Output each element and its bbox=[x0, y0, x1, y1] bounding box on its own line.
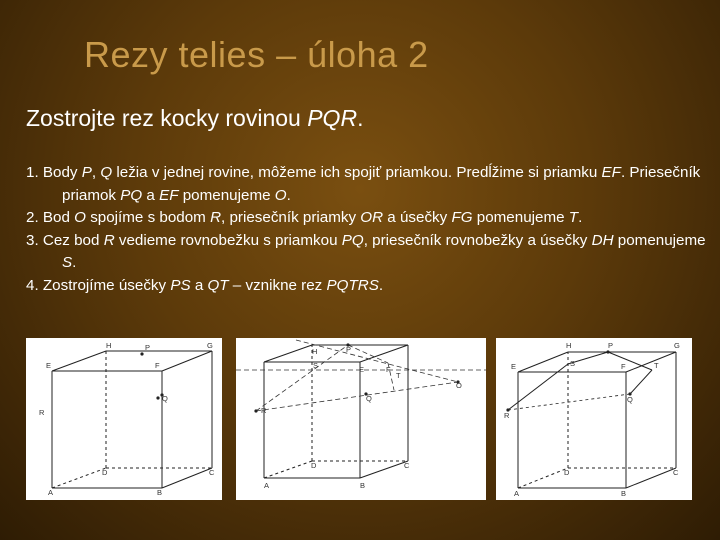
step-term: EF bbox=[159, 186, 179, 204]
figure-3-label-q: Q bbox=[627, 395, 633, 404]
figure-2-label-c: C bbox=[404, 461, 410, 470]
step-term: EF bbox=[601, 164, 621, 181]
step-text: , bbox=[91, 164, 101, 181]
figure-3-cube bbox=[496, 338, 692, 500]
step-text: . bbox=[286, 186, 291, 204]
step-term: PQTRS bbox=[326, 276, 379, 294]
step-text: a bbox=[190, 276, 208, 294]
slide-title: Rezy telies – úloha 2 bbox=[84, 34, 429, 75]
step-text: . bbox=[378, 276, 384, 294]
figure-1-point-p bbox=[140, 352, 143, 355]
figure-2-drawing bbox=[236, 338, 486, 500]
figure-1-label-p: P bbox=[145, 343, 151, 352]
figure-2-label-o: O bbox=[456, 381, 462, 390]
figure-2-label-t: T bbox=[396, 371, 401, 380]
step-1 bbox=[26, 162, 706, 207]
step-text: spojíme s bodom bbox=[85, 209, 211, 226]
figure-1-point-q bbox=[156, 396, 159, 399]
step-term: PQ bbox=[341, 231, 364, 249]
figure-2-label-d: D bbox=[311, 461, 317, 470]
step-term: Q bbox=[100, 164, 113, 181]
figure-2-label-b: B bbox=[360, 481, 366, 490]
step-text: . Priesečník priamok bbox=[62, 164, 701, 204]
figure-3-label-t: T bbox=[654, 361, 659, 370]
figure-3-label-r: R bbox=[504, 411, 510, 420]
figure-2-point-r bbox=[254, 409, 257, 412]
step-text: vedieme rovnobežku s priamkou bbox=[114, 231, 342, 249]
step-text: pomenujeme bbox=[178, 186, 275, 204]
step-term: DH bbox=[591, 231, 614, 249]
task-end: . bbox=[357, 105, 364, 131]
figure-1-edges bbox=[52, 351, 212, 488]
figure-1-cube bbox=[26, 338, 222, 500]
figure-1-label-r: R bbox=[39, 408, 45, 417]
task-statement bbox=[26, 105, 363, 132]
figure-3-label-e: E bbox=[511, 362, 517, 371]
figure-2-label-f: F bbox=[386, 365, 391, 374]
figure-1-label-b: B bbox=[157, 488, 163, 497]
step-text: – vznikne rez bbox=[228, 276, 327, 294]
step-text: 4. Zostrojíme úsečky bbox=[26, 276, 171, 294]
figure-3-label-f: F bbox=[621, 362, 626, 371]
step-term: O bbox=[74, 209, 86, 226]
step-4 bbox=[26, 275, 706, 298]
figure-2-label-e: E bbox=[359, 365, 365, 374]
figure-3-label-s: S bbox=[570, 359, 576, 368]
figure-3-drawing bbox=[496, 338, 692, 500]
step-text: 2. Bod bbox=[26, 209, 75, 226]
figure-1-label-f: F bbox=[155, 361, 160, 370]
figure-3-label-p: P bbox=[608, 341, 614, 350]
figure-2-label-h: H bbox=[312, 347, 318, 356]
figure-1-label-e: E bbox=[46, 361, 52, 370]
step-text: , priesečník rovnobežky a úsečky bbox=[363, 231, 592, 249]
figure-3-label-a: A bbox=[514, 489, 520, 498]
step-term: R bbox=[210, 209, 222, 226]
step-term: PQ bbox=[120, 186, 143, 204]
figure-1-label-q: Q bbox=[162, 394, 168, 403]
figure-3-label-b: B bbox=[621, 489, 627, 498]
figure-1-label-h: H bbox=[106, 341, 112, 350]
step-2 bbox=[26, 207, 706, 230]
step-text: . bbox=[72, 254, 77, 271]
solution-steps bbox=[26, 162, 706, 297]
figure-3-point-p bbox=[606, 350, 609, 353]
figure-2-label-p: P bbox=[346, 345, 352, 354]
step-text: ležia v jednej rovine, môžeme ich spojiť priamkou. Predĺžime si priamku bbox=[112, 164, 602, 181]
figure-3-label-g: G bbox=[674, 341, 680, 350]
figure-3-label-h: H bbox=[566, 341, 572, 350]
figure-2-label-s: S bbox=[313, 361, 319, 370]
figure-1-label-g: G bbox=[207, 341, 213, 350]
step-term: QT bbox=[207, 276, 229, 294]
figure-2-label-q: Q bbox=[366, 394, 372, 403]
task-plane-name: PQR bbox=[307, 105, 358, 131]
step-text: a bbox=[142, 186, 160, 204]
step-term: PS bbox=[170, 276, 191, 294]
task-text: Zostrojte rez kocky rovinou bbox=[26, 105, 308, 131]
step-term: S bbox=[62, 254, 73, 271]
step-term: P bbox=[81, 164, 92, 181]
step-text: a úsečky bbox=[383, 209, 452, 226]
figure-3-label-c: C bbox=[673, 468, 679, 477]
figure-1-label-c: C bbox=[209, 468, 215, 477]
figure-1-drawing bbox=[26, 338, 222, 500]
step-text: 3. Cez bod bbox=[26, 231, 104, 249]
figure-2-label-r: R bbox=[261, 406, 267, 415]
step-text: 1. Body bbox=[26, 164, 82, 181]
step-term: R bbox=[103, 231, 115, 249]
step-term: FG bbox=[451, 209, 473, 226]
figure-2-cube bbox=[236, 338, 486, 500]
step-term: T bbox=[568, 209, 579, 226]
figure-2-construction-lines bbox=[236, 340, 486, 411]
step-term: O bbox=[274, 186, 287, 204]
step-text: . bbox=[578, 209, 583, 226]
figure-1-hidden-edges bbox=[52, 351, 212, 488]
figure-1-label-d: D bbox=[102, 468, 108, 477]
figure-2-label-a: A bbox=[264, 481, 270, 490]
step-3 bbox=[26, 230, 706, 275]
figure-1-label-a: A bbox=[48, 488, 54, 497]
step-text: pomenujeme bbox=[613, 231, 706, 249]
step-term: OR bbox=[360, 209, 384, 226]
step-text: pomenujeme bbox=[472, 209, 569, 226]
step-text: , priesečník priamky bbox=[221, 209, 361, 226]
figure-3-label-d: D bbox=[564, 468, 570, 477]
